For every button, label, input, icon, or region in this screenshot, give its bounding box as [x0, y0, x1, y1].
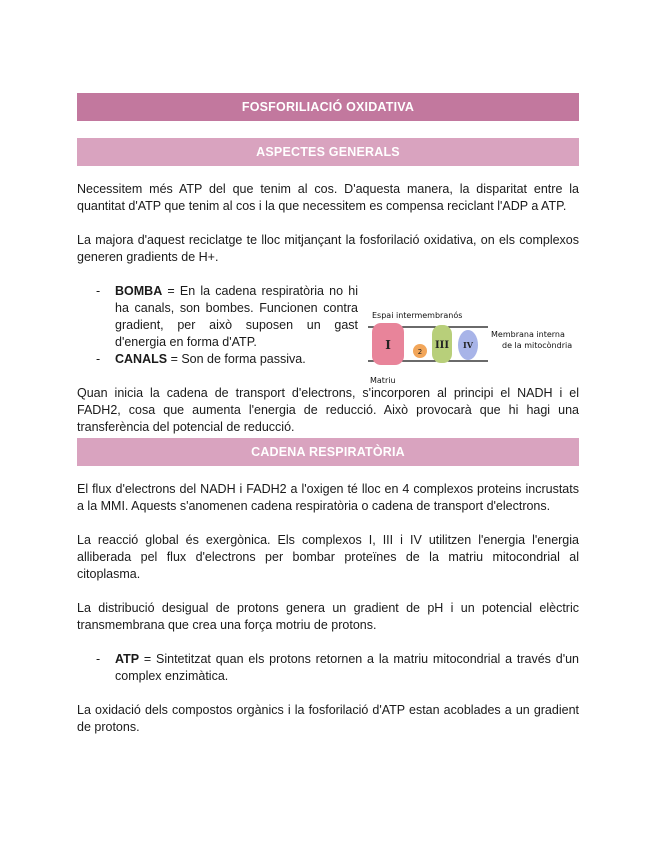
- diagram-label-intermembrane: Espai intermembranós: [372, 311, 463, 320]
- bullet-term: ATP: [115, 652, 140, 666]
- paragraph: La distribució desigual de protons genera un gradient de pH i un potencial elèctric transmembrana que crea una força motriu de protons.: [77, 601, 579, 632]
- list-item: - ATP = Sintetitzat quan els protons retornen a la matriu mitocondrial a través d'un complex enzimàtica.: [96, 652, 579, 683]
- respiratory-chain-diagram: [362, 305, 588, 387]
- diagram-label-matrix: Matriu: [370, 376, 396, 385]
- paragraph: La reacció global és exergònica. Els complexos I, III i IV utilitzen l'energia l'energia alliberada pel flux d'electrons per bombar proteïnes de la matriu mitocondrial al citoplasma.: [77, 533, 579, 581]
- bullet-text: = Sintetitzat quan els protons retornen a la matriu mitocondrial a través d'un complex enzimàtica.: [115, 652, 579, 683]
- complex-iii-label: III: [434, 340, 450, 351]
- list-item: - BOMBA = En la cadena respiratòria no hi ha canals, son bombes. Funcionen contra gradient, per això suposen un gast d'energia en forma d'ATP.: [96, 284, 358, 349]
- complex-iv-label: IV: [463, 340, 473, 350]
- paragraph: El flux d'electrons del NADH i FADH2 a l'oxigen té lloc en 4 complexos proteins incrustats a la MMI. Aquests s'anomenen cadena respiratòria o cadena de transport d'electrons.: [77, 482, 579, 513]
- bullet-list: [77, 283, 358, 368]
- document-page: [77, 93, 579, 736]
- list-item: - CANALS = Son de forma passiva.: [96, 352, 306, 366]
- bullet-term: CANALS: [115, 352, 168, 366]
- diagram-label-inner-membrane-2: de la mitocòndria: [502, 341, 573, 350]
- bullet-term: BOMBA: [115, 284, 163, 298]
- complex-ii-label: 2: [417, 348, 423, 356]
- section-heading-cadena: CADENA RESPIRATÒRIA: [77, 438, 579, 466]
- complex-i-label: I: [385, 338, 391, 352]
- diagram-label-inner-membrane-1: Membrana interna: [491, 330, 565, 339]
- bullet-text: = Son de forma passiva.: [167, 352, 306, 366]
- section-heading-aspectes: ASPECTES GENERALS: [77, 138, 579, 166]
- bullet-list: [77, 651, 579, 685]
- paragraph: Necessitem més ATP del que tenim al cos. D'aquesta manera, la disparitat entre la quantitat d'ATP que tenim al cos i la que necessitem es compensa reciclant l'ADP a ATP.: [77, 182, 579, 213]
- document-title: FOSFORILIACIÓ OXIDATIVA: [77, 93, 579, 121]
- paragraph: La oxidació dels compostos orgànics i la fosforilació d'ATP estan acoblades a un gradient de protons.: [77, 703, 579, 734]
- paragraph: Quan inicia la cadena de transport d'electrons, s'incorporen al principi el NADH i el FADH2, cosa que aumenta l'energia de reducció. Això provocarà que hi hagi una transferència del potencial de reducció.: [77, 386, 579, 434]
- paragraph: La majora d'aquest reciclatge te lloc mitjançant la fosforilació oxidativa, on els complexos generen gradients de H+.: [77, 233, 579, 264]
- bullet-text: = En la cadena respiratòria no hi ha canals, son bombes. Funcionen contra gradient, per això suposen un gast d'energia en forma d'ATP.: [115, 284, 358, 349]
